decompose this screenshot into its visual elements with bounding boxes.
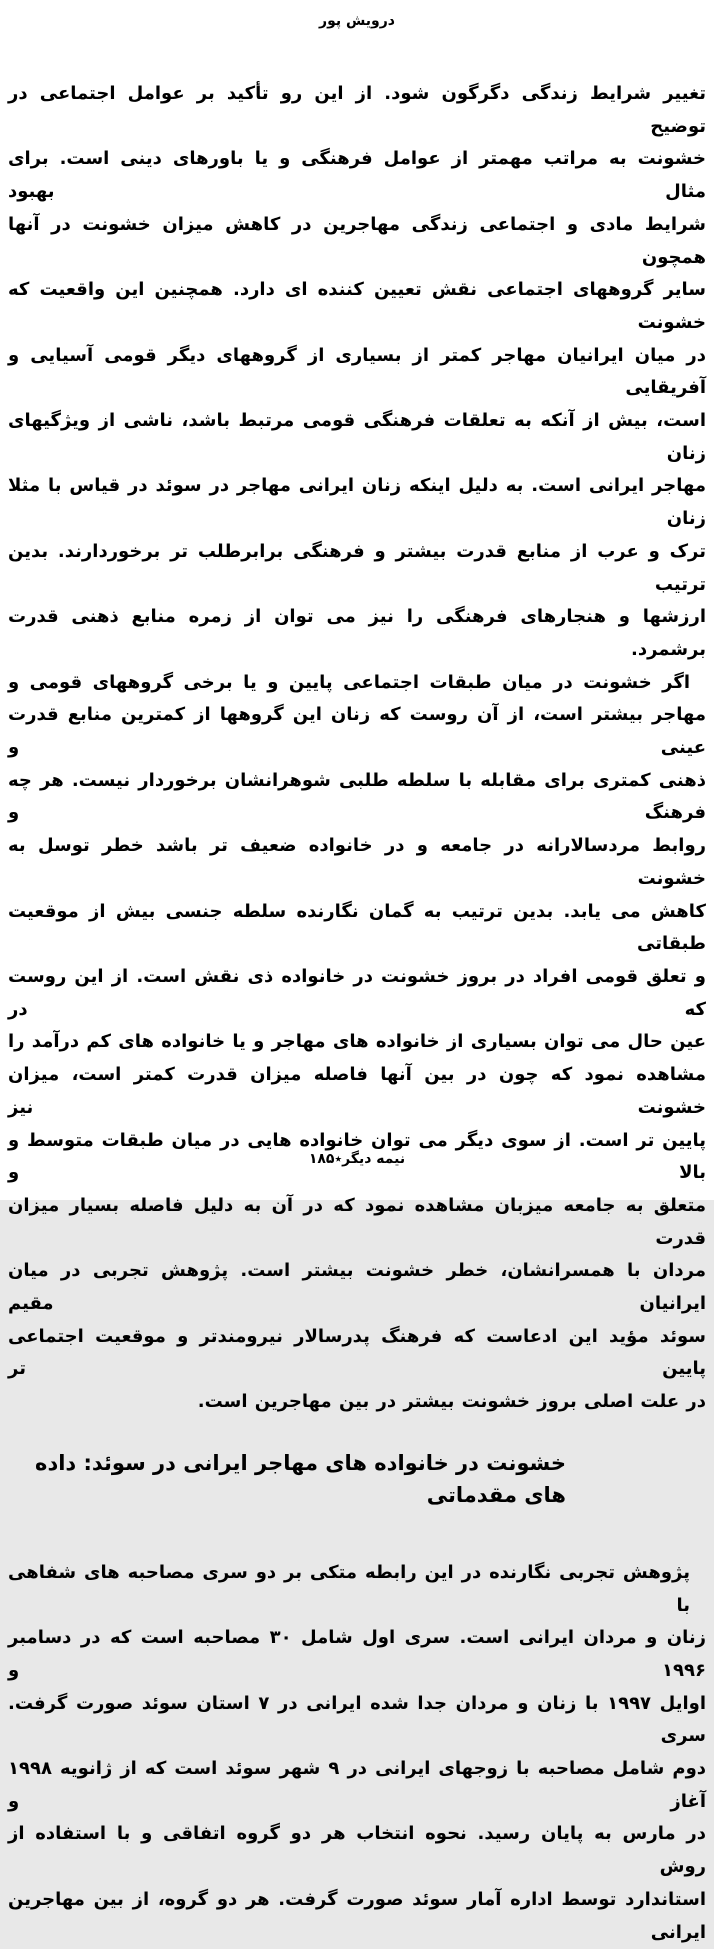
text-line: در علت اصلی بروز خشونت بيشتر در بين مهاجرين است. — [197, 1391, 706, 1413]
running-header-author: درويش پور — [319, 13, 395, 29]
text-line: مهاجر بيشتر است، از آن روست که زنان اين گروهها از کمترين منابع قدرت عينی و — [8, 704, 706, 759]
text-line: استاندارد توسط اداره آمار سوئد صورت گرفت. هر دو گروه، از بين مهاجرين ايرانی — [8, 1888, 706, 1943]
text-line: شرايط مادی و اجتماعی زندگی مهاجرين در کاهش ميزان خشونت در آنها همچون — [8, 213, 706, 268]
text-line: عين حال می توان بسياری از خانواده های مهاجر و يا خانواده های کم درآمد را — [8, 1031, 706, 1053]
text-line: در ميان ايرانيان مهاجر کمتر از بسياری از گروههای ديگر قومی آسيايی و آفريقايی — [8, 344, 706, 399]
article-body — [8, 78, 706, 1949]
text-line: دوم شامل مصاحبه با زوجهای ايرانی در ۹ شهر سوئد است که از ژانويه ۱۹۹۸ آغاز و — [8, 1758, 707, 1812]
text-line: است، بيش از آنکه به تعلقات فرهنگی قومی مرتبط باشد، ناشی از ويژگيهای زنان — [8, 410, 706, 464]
paragraph-3 — [8, 1557, 706, 1949]
text-line: ساير گروههای اجتماعی نقش تعيين کننده ای دارد. همچنين اين واقعيت که خشونت — [8, 279, 706, 333]
text-line: ذهنی کمتری برای مقابله با سلطه طلبی شوهرانشان برخوردار نيست. هر چه فرهنگ و — [8, 769, 706, 824]
text-line: و تعلق قومی افراد در بروز خشونت در خانواده ذی نقش است. از اين روست که در — [8, 965, 706, 1020]
text-line: زنان و مردان ايرانی است. سری اول شامل ۳۰ مصاحبه است که در دسامبر ۱۹۹۶ و — [8, 1627, 707, 1681]
paragraph-2 — [8, 667, 706, 1419]
text-line: تغيير شرايط زندگی دگرگون شود. از اين رو تأکيد بر عوامل اجتماعی در توضيح — [8, 83, 706, 137]
text-line: کاهش می يابد. بدين ترتيب به گمان نگارنده سلطه جنسی بيش از موقعيت طبقاتی — [8, 900, 706, 955]
text-line: متعلق به جامعه ميزبان مشاهده نمود که در آن به دليل فاصله بسيار ميزان قدرت — [8, 1194, 706, 1249]
text-line: ترک و عرب از منابع قدرت بيشتر و فرهنگی برابرطلب تر برخوردارند. بدين ترتيب — [8, 540, 706, 595]
text-line: پايين تر است. از سوی ديگر می توان خانواده هايی در ميان طبقات متوسط و بالا و — [8, 1129, 706, 1184]
text-line: خشونت به مراتب مهمتر از عوامل فرهنگی و يا باورهای دينی است. برای مثال بهبود — [8, 148, 706, 203]
text-line: پژوهش تجربی نگارنده در اين رابطه متکی بر دو سری مصاحبه های شفاهی با — [8, 1561, 690, 1616]
text-line: سوئد مؤيد اين ادعاست که فرهنگ پدرسالار نيرومندتر و موقعيت اجتماعی پايين تر — [8, 1325, 706, 1380]
text-line: اوايل ۱۹۹۷ با زنان و مردان جدا شده ايرانی در ۷ استان سوئد صورت گرفت. سری — [8, 1692, 707, 1747]
paragraph-1 — [8, 78, 706, 667]
text-line: ارزشها و هنجارهای فرهنگی را نيز می توان از زمره منابع ذهنی قدرت برشمرد. — [8, 606, 706, 660]
text-line: مشاهده نمود که چون در بين آنها فاصله ميزان قدرت کمتر است، ميزان خشونت نيز — [8, 1064, 706, 1118]
text-line: روابط مردسالارانه در جامعه و در خانواده ضعيف تر باشد خطر توسل به خشونت — [8, 835, 706, 889]
section-heading: خشونت در خانواده های مهاجر ايرانی در سوئد: داده های مقدماتی — [35, 1450, 566, 1507]
running-footer-journal-page: نيمه ديگر٭۱۸۵ — [308, 1151, 406, 1167]
text-line: مردان با همسرانشان، خطر خشونت بيشتر است. پژوهش تجربی در ميان ايرانيان مقيم — [8, 1260, 706, 1315]
text-line: در مارس به پايان رسيد. نحوه انتخاب هر دو گروه اتفاقی و با استفاده از روش — [8, 1823, 706, 1878]
text-line: مهاجر ايرانی است. به دليل اينکه زنان ايرانی مهاجر در سوئد در قياس با مثلا زنان — [8, 475, 706, 530]
text-line: اگر خشونت در ميان طبقات اجتماعی پايين و يا برخی گروههای قومی و — [8, 671, 690, 693]
